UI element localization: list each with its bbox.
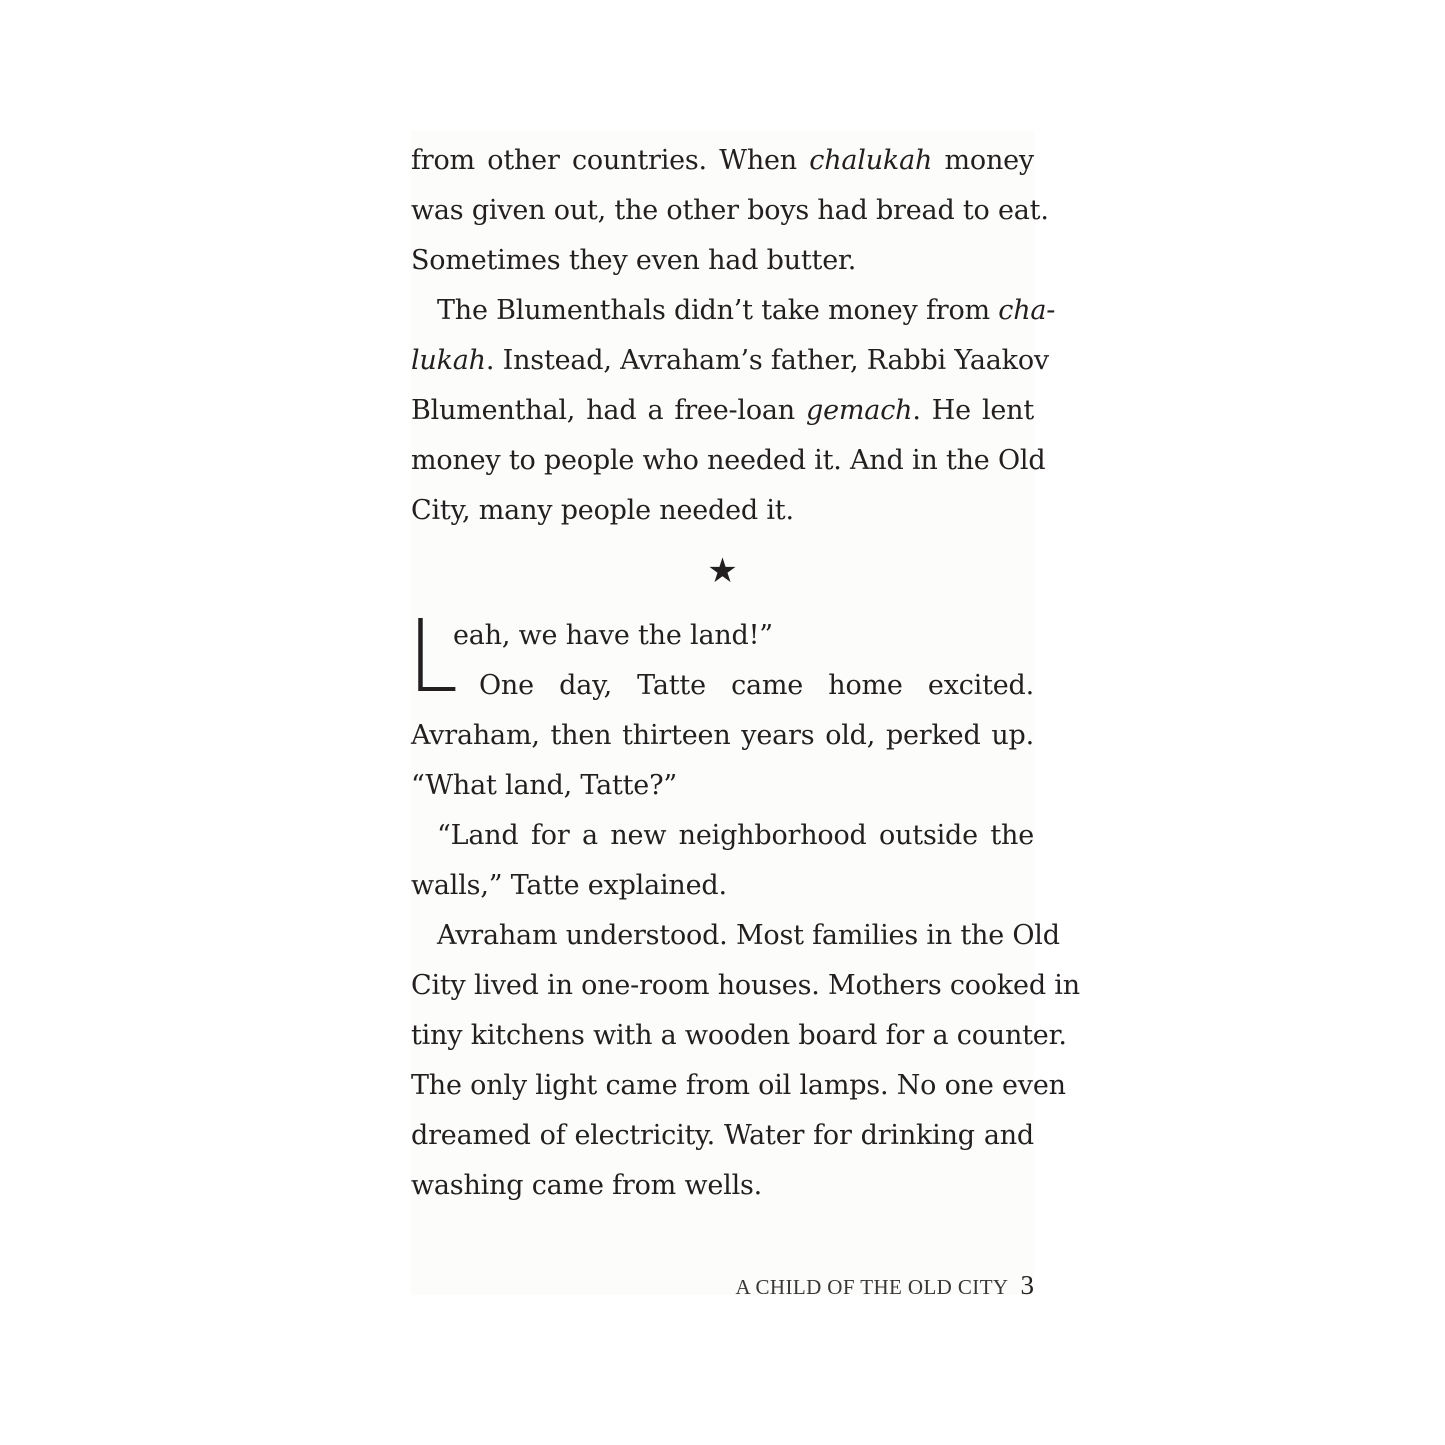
running-head: A CHILD OF THE OLD CITY [735,1275,1009,1299]
text-line [411,286,1056,336]
text-line: “Land for a new neighborhood outside the [437,820,1034,851]
text-line: washing came from wells. [411,1170,763,1201]
body-text-bottom [411,611,1080,1211]
page-number: 3 [1020,1270,1034,1300]
text-line [411,336,1049,386]
text-line: City, many people needed it. [411,495,794,526]
text-run: The Blumenthals didn’t take money from [437,295,999,326]
text-run: . He lent [912,395,1034,426]
page-footer [735,1270,1034,1301]
text-line: tiny kitchens with a wooden board for a counter. [411,1020,1067,1051]
text-line: City lived in one-room houses. Mothers cooked in [411,970,1080,1001]
book-page [407,130,1080,1300]
text-line: One day, Tatte came home excited. [479,670,1034,701]
italic-term: lukah [411,345,486,376]
italic-term: chalukah [809,145,933,176]
text-run: from other countries. When [411,145,810,176]
text-line: walls,” Tatte explained. [411,870,727,901]
text-line: dreamed of electricity. Water for drinking and [411,1120,1034,1151]
text-line: money to people who needed it. And in the Old [411,445,1046,476]
text-run: Blumenthal, had a free-loan [411,395,807,426]
text-line [411,386,1034,436]
italic-term: gemach [806,395,913,426]
text-run: money [932,145,1034,176]
text-line: Avraham understood. Most families in the Old [437,920,1060,951]
text-line: eah, we have the land!” [453,620,773,651]
section-break-star-icon: ★ [707,551,738,591]
text-line: Sometimes they even had butter. [411,245,857,276]
drop-cap: L [407,598,459,715]
text-line [411,136,1034,186]
text-line: The only light came from oil lamps. No one even [411,1070,1066,1101]
text-run: . Instead, Avraham’s father, Rabbi Yaakov [485,345,1049,376]
text-line: “What land, Tatte?” [411,770,677,801]
text-line: Avraham, then thirteen years old, perked up. [411,720,1034,751]
italic-term: cha- [998,295,1056,326]
body-text-top [411,136,1056,536]
text-line: was given out, the other boys had bread to eat. [411,195,1049,226]
